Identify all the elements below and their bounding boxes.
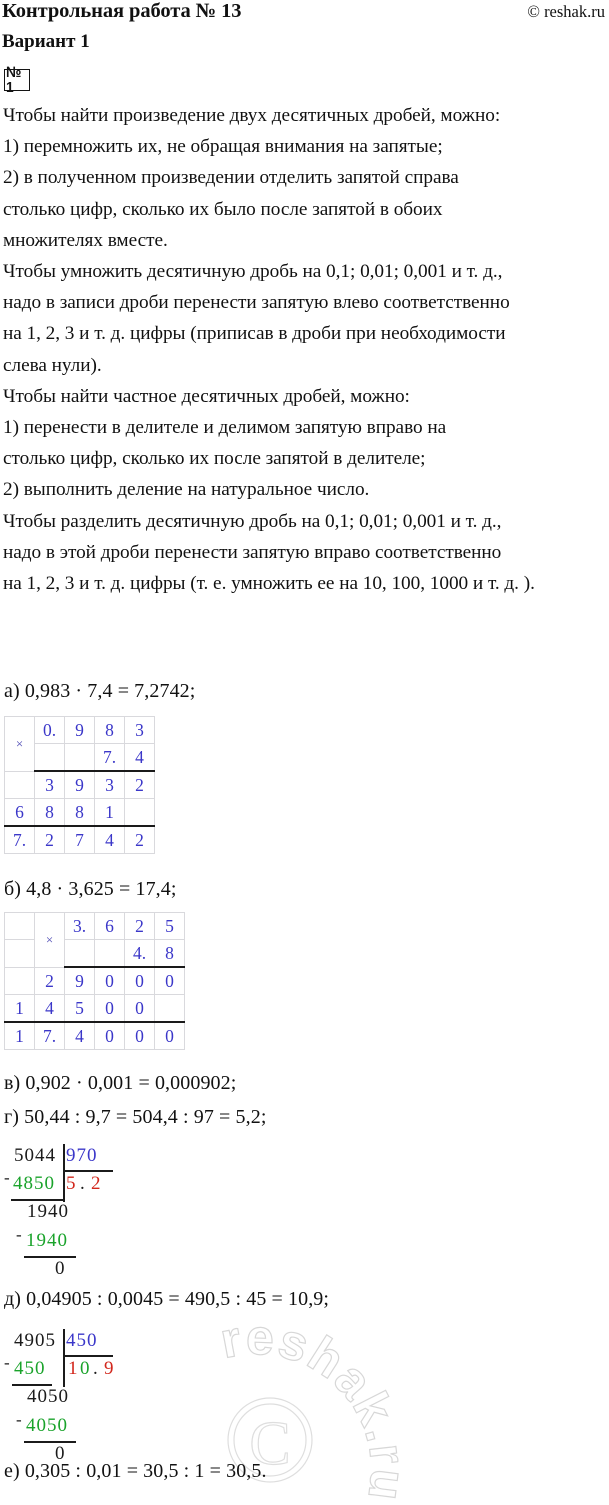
rule-line: на 1, 2, 3 и т. д. цифры (приписав в дроби при необходимости (3, 323, 506, 345)
grid-cell: 8 (65, 799, 95, 827)
rules-text-block (3, 100, 606, 599)
grid-cell: 4 (95, 826, 125, 854)
copyright-notice: © reshak.ru (527, 2, 605, 21)
grid-cell: 2 (35, 967, 65, 995)
variant-label: Вариант 1 (2, 31, 90, 52)
division-minus-sign: - (4, 1168, 10, 1187)
division-divisor: 970 (66, 1145, 98, 1166)
grid-cell: 5 (155, 913, 185, 940)
task-number-text: № 1 (5, 64, 22, 96)
division-step-rule (24, 1256, 76, 1258)
table-row (5, 717, 155, 744)
answer-line-a: а) 0,983 · 7,4 = 7,2742; (4, 680, 196, 702)
grid-cell: 9 (65, 967, 95, 995)
task-number-badge (4, 64, 30, 96)
rule-line: 2) в полученном произведении отделить запятой справа (3, 167, 459, 189)
grid-cell (155, 995, 185, 1023)
page-title: Контрольная работа № 13 (2, 0, 242, 22)
division-remainder: 0 (55, 1258, 66, 1279)
grid-cell: 0 (155, 967, 185, 995)
rule-line: 2) выполнить деление на натуральное число. (3, 479, 370, 501)
answer-line-e: е) 0,305 : 0,01 = 30,5 : 1 = 30,5. (4, 1460, 267, 1482)
division-step-value: 4050 (26, 1415, 68, 1436)
grid-cell (65, 940, 95, 968)
division-vertical-rule (63, 1329, 65, 1387)
grid-cell: 7 (65, 826, 95, 854)
division-quotient-digit: 1 (68, 1358, 79, 1379)
grid-cell: 1 (5, 1022, 35, 1050)
rule-line: Чтобы разделить десятичную дробь на 0,1; 0,01; 0,001 и т. д., (3, 510, 502, 532)
grid-cell: 3. (65, 913, 95, 940)
table-row (5, 799, 155, 827)
grid-cell: 2 (35, 826, 65, 854)
rule-line: столько цифр, сколько их было после запятой в обоих (3, 198, 443, 220)
grid-cell: 1 (5, 995, 35, 1023)
table-row (5, 995, 185, 1023)
grid-cell: 1 (95, 799, 125, 827)
division-step-value: 450 (14, 1358, 46, 1379)
long-division-g (0, 1145, 220, 1279)
table-row (5, 967, 185, 995)
division-quotient-separator: . (80, 1173, 86, 1194)
grid-cell: 8 (35, 799, 65, 827)
rule-line: на 1, 2, 3 и т. д. цифры (т. е. умножить ее на 10, 100, 1000 и т. д. ). (3, 573, 535, 595)
division-quotient-digit: 9 (104, 1358, 115, 1379)
grid-cell (5, 967, 35, 995)
rule-line: надо в этой дроби перенести запятую вправо соответственно (3, 541, 502, 563)
division-minus-sign: - (16, 1410, 22, 1429)
table-row (5, 913, 185, 940)
answer-line-g: г) 50,44 : 9,7 = 504,4 : 97 = 5,2; (4, 1106, 267, 1128)
grid-cell: 0 (95, 1022, 125, 1050)
grid-cell: 6 (5, 799, 35, 827)
division-dividend: 5044 (14, 1145, 56, 1166)
division-divisor-underline (63, 1170, 113, 1172)
division-vertical-rule (63, 1144, 65, 1202)
answer-line-b: б) 4,8 · 3,625 = 17,4; (4, 878, 177, 900)
grid-cell (5, 771, 35, 799)
grid-cell: 2 (125, 826, 155, 854)
grid-cell: 7. (95, 744, 125, 772)
division-step-rule (24, 1441, 76, 1443)
grid-cell: 4. (125, 940, 155, 968)
rule-line: 1) перемножить их, не обращая внимания на запятые; (3, 136, 443, 158)
grid-cell: 8 (95, 717, 125, 744)
division-remainder: 0 (55, 1443, 66, 1464)
rule-line: надо в записи дроби перенести запятую влево соответственно (3, 292, 510, 314)
multiply-operator-icon: × (5, 717, 35, 772)
division-step-value: 1940 (27, 1201, 69, 1222)
grid-cell: 5 (65, 995, 95, 1023)
division-step-value: 1940 (26, 1230, 68, 1251)
grid-cell: 4 (65, 1022, 95, 1050)
grid-cell: 7. (35, 1022, 65, 1050)
table-row (5, 940, 185, 968)
grid-cell: 0 (125, 995, 155, 1023)
grid-cell: 7. (5, 826, 35, 854)
multiplication-grid-a (4, 716, 155, 854)
division-quotient-digit: 2 (91, 1173, 102, 1194)
grid-cell: 3 (125, 717, 155, 744)
division-minus-sign: - (16, 1225, 22, 1244)
table-row (5, 1022, 185, 1050)
grid-cell: 0 (125, 967, 155, 995)
long-division-d (0, 1330, 220, 1464)
rule-line: Чтобы умножить десятичную дробь на 0,1; 0,01; 0,001 и т. д., (3, 261, 503, 283)
division-dividend: 4905 (14, 1330, 56, 1351)
grid-cell (95, 940, 125, 968)
division-step-value: 4850 (13, 1173, 55, 1194)
multiplication-grid-b (4, 912, 185, 1050)
document-header (0, 0, 609, 24)
rule-line: слева нули). (3, 354, 102, 376)
grid-cell: 4 (125, 744, 155, 772)
grid-cell: 0 (95, 995, 125, 1023)
grid-cell (35, 744, 65, 772)
division-quotient-digit: 5 (66, 1173, 77, 1194)
rule-line: множителях вместе. (3, 229, 168, 251)
table-row (5, 826, 155, 854)
grid-cell: 3 (35, 771, 65, 799)
grid-cell (125, 799, 155, 827)
grid-cell: 9 (65, 717, 95, 744)
division-divisor-underline (63, 1355, 113, 1357)
grid-cell: 0 (95, 967, 125, 995)
grid-cell: 0. (35, 717, 65, 744)
grid-cell: 0 (125, 1022, 155, 1050)
grid-cell: 8 (155, 940, 185, 968)
division-divisor: 450 (66, 1330, 98, 1351)
grid-cell (5, 913, 35, 940)
answer-line-d: д) 0,04905 : 0,0045 = 490,5 : 45 = 10,9; (4, 1288, 330, 1310)
grid-cell (5, 940, 35, 968)
answer-line-v: в) 0,902 · 0,001 = 0,000902; (4, 1072, 237, 1094)
grid-cell (65, 744, 95, 772)
division-quotient-separator: . (93, 1358, 99, 1379)
watermark-text: reshak.ru (215, 1308, 417, 1500)
grid-cell: 2 (125, 913, 155, 940)
grid-cell: 4 (35, 995, 65, 1023)
grid-cell: 6 (95, 913, 125, 940)
grid-cell: 2 (125, 771, 155, 799)
rule-line: 1) перенести в делителе и делимом запятую вправо на (3, 417, 447, 439)
grid-cell: 3 (95, 771, 125, 799)
rule-line: столько цифр, сколько их после запятой в делителе; (3, 448, 426, 470)
multiply-operator-icon: × (35, 913, 65, 968)
grid-cell: 0 (155, 1022, 185, 1050)
table-row (5, 771, 155, 799)
grid-cell: 9 (65, 771, 95, 799)
division-minus-sign: - (4, 1353, 10, 1372)
rule-line: Чтобы найти произведение двух десятичных дробей, можно: (3, 105, 501, 126)
rule-line: Чтобы найти частное десятичных дробей, можно: (3, 385, 410, 407)
division-step-value: 4050 (27, 1386, 69, 1407)
watermark-copyright-symbol: C (249, 1410, 291, 1478)
division-quotient-digit: 0 (80, 1358, 91, 1379)
